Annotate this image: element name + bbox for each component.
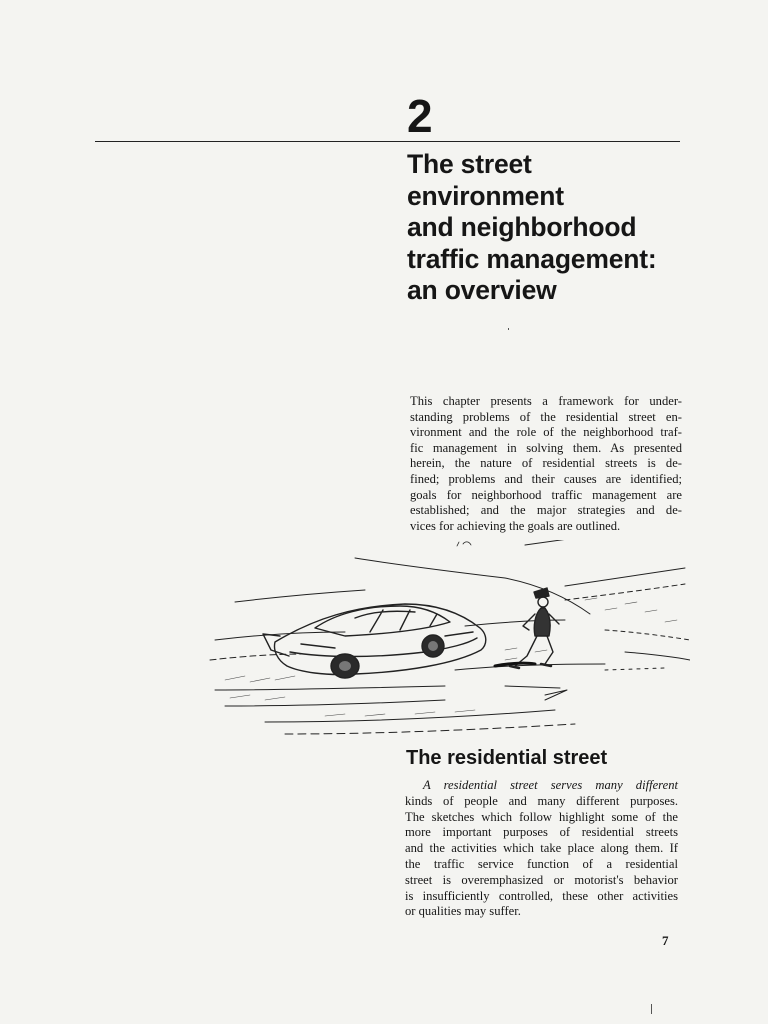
chapter-rule: [95, 141, 680, 142]
chapter-title-line: environment: [407, 180, 564, 211]
body-line: the traffic service function of a residential: [405, 856, 678, 871]
street-sketch-illustration: [205, 540, 690, 740]
section-heading: The residential street: [406, 747, 608, 769]
intro-line: This chapter presents a framework for under-: [410, 394, 682, 408]
body-line: [405, 778, 678, 794]
body-line: or qualities may suffer.: [405, 904, 521, 919]
body-line: street is overemphasized or motorist's behavior: [405, 872, 678, 887]
intro-line: vironment and the role of the neighborhood traf-: [410, 425, 682, 440]
body-line-italic: A residential street serves many different: [423, 778, 678, 792]
body-line: The sketches which follow highlight some of the: [405, 809, 678, 824]
chapter-title: [407, 149, 707, 307]
page-number: 7: [662, 933, 669, 948]
chapter-title-line: traffic management:: [407, 243, 657, 274]
intro-line: herein, the nature of residential streets is de-: [410, 456, 682, 471]
intro-paragraph: [410, 394, 682, 534]
intro-line: fic management in solving them. As presented: [410, 440, 682, 455]
chapter-title-line: an overview: [407, 275, 557, 305]
road-lines: [210, 540, 690, 734]
pedestrian-drawing: [495, 588, 559, 668]
car-drawing: [263, 604, 486, 678]
intro-line: established; and the major strategies and de-: [410, 503, 682, 518]
section-body-paragraph: [405, 778, 678, 920]
body-line: and the activities which take place along them. If: [405, 841, 678, 856]
chapter-number: 2: [407, 90, 433, 142]
intro-line: vices for achieving the goals are outlined.: [410, 518, 621, 533]
road-hatching: [225, 598, 677, 716]
chapter-title-line: and neighborhood: [407, 212, 637, 242]
body-line: is insufficiently controlled, these other activities: [405, 888, 678, 903]
scan-speck: [651, 1004, 652, 1014]
body-line: more important purposes of residential streets: [405, 825, 678, 840]
sketch-mark: [457, 542, 471, 546]
intro-line: standing problems of the residential street en-: [410, 409, 682, 424]
chapter-title-line: The street: [407, 149, 532, 179]
scan-speck: [508, 328, 509, 330]
body-line: kinds of people and many different purposes.: [405, 793, 678, 808]
intro-line: goals for neighborhood traffic management are: [410, 487, 682, 502]
intro-line: fined; problems and their causes are identified;: [410, 471, 682, 486]
